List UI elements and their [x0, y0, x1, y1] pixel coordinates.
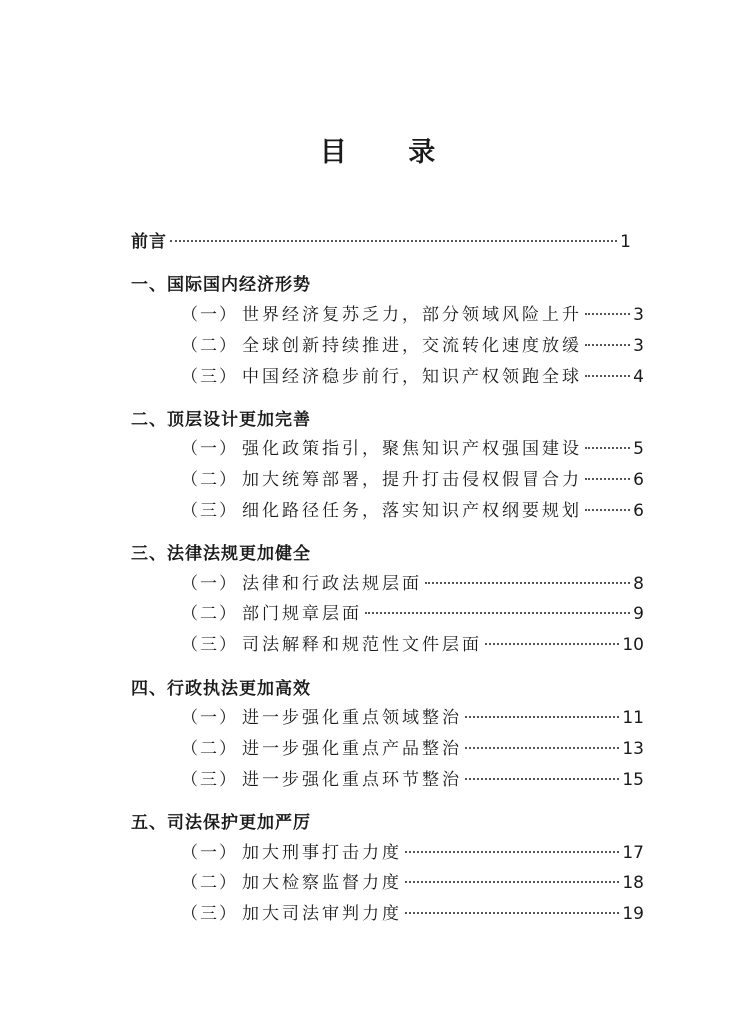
toc-entry-number: （一） [181, 574, 238, 594]
toc-page-number: 19 [622, 904, 644, 924]
toc-entry-label: 加大刑事打击力度 [242, 843, 402, 863]
dot-leader [425, 582, 630, 584]
toc-entry-preface[interactable] [131, 230, 631, 254]
toc-entry-label: 加大统筹部署，提升打击侵权假冒合力 [242, 470, 582, 490]
dot-leader [585, 447, 630, 449]
toc-entry[interactable] [181, 871, 644, 895]
toc-entry[interactable] [181, 706, 644, 730]
toc-entry-number: （三） [181, 367, 238, 387]
toc-section-heading[interactable]: 三、法律法规更加健全 [131, 544, 311, 564]
toc-entry-number: （二） [181, 873, 238, 893]
dot-leader [585, 509, 630, 511]
toc-entry-label: 进一步强化重点产品整治 [242, 739, 462, 759]
toc-entry[interactable] [181, 737, 644, 761]
toc-entry-label: 部门规章层面 [242, 604, 362, 624]
dot-leader [405, 881, 619, 883]
toc-entry-number: （二） [181, 739, 238, 759]
toc-page-number: 11 [622, 708, 644, 728]
toc-entry-label: 司法解释和规范性文件层面 [242, 635, 482, 655]
toc-entry-label: 前言 [131, 232, 167, 252]
toc-page-number: 5 [633, 439, 644, 459]
toc-entry-number: （三） [181, 770, 238, 790]
toc-entry-label: 细化路径任务，落实知识产权纲要规划 [242, 501, 582, 521]
toc-page-number: 1 [620, 232, 631, 252]
toc-entry[interactable] [181, 468, 644, 492]
toc-page-number: 9 [633, 604, 644, 624]
toc-page-number: 4 [633, 367, 644, 387]
toc-page-number: 18 [622, 873, 644, 893]
toc-entry-label: 进一步强化重点领域整治 [242, 708, 462, 728]
toc-page-number: 8 [633, 574, 644, 594]
toc-entry[interactable] [181, 303, 644, 327]
toc-entry-label: 强化政策指引，聚焦知识产权强国建设 [242, 439, 582, 459]
toc-page-number: 6 [633, 470, 644, 490]
dot-leader [585, 478, 630, 480]
toc-title: 目 录 [319, 137, 462, 168]
dot-leader [365, 612, 630, 614]
toc-entry[interactable] [181, 334, 644, 358]
toc-entry-number: （二） [181, 470, 238, 490]
toc-entry-label: 中国经济稳步前行，知识产权领跑全球 [242, 367, 582, 387]
toc-entry-label: 世界经济复苏乏力，部分领域风险上升 [242, 305, 582, 325]
toc-entry[interactable] [181, 499, 644, 523]
toc-page-number: 17 [622, 843, 644, 863]
dot-leader [585, 344, 630, 346]
toc-entry-number: （三） [181, 501, 238, 521]
toc-entry-label: 加大司法审判力度 [242, 904, 402, 924]
toc-page-number: 15 [622, 770, 644, 790]
toc-page-number: 13 [622, 739, 644, 759]
toc-page-number: 6 [633, 501, 644, 521]
dot-leader [585, 313, 630, 315]
dot-leader [170, 240, 617, 242]
toc-entry-label: 全球创新持续推进，交流转化速度放缓 [242, 336, 582, 356]
toc-entry-number: （三） [181, 635, 238, 655]
toc-entry-number: （一） [181, 305, 238, 325]
toc-entry[interactable] [181, 768, 644, 792]
toc-entry-number: （二） [181, 336, 238, 356]
dot-leader [485, 643, 619, 645]
toc-entry[interactable] [181, 365, 644, 389]
toc-entry[interactable] [181, 602, 644, 626]
toc-entry[interactable] [181, 633, 644, 657]
toc-entry-number: （一） [181, 843, 238, 863]
toc-entry-label: 法律和行政法规层面 [242, 574, 422, 594]
toc-section-heading[interactable]: 一、国际国内经济形势 [131, 275, 311, 295]
toc-entry-label: 加大检察监督力度 [242, 873, 402, 893]
toc-section-heading[interactable]: 二、顶层设计更加完善 [131, 410, 311, 430]
dot-leader [465, 747, 619, 749]
toc-page-number: 3 [633, 305, 644, 325]
toc-entry-number: （三） [181, 904, 238, 924]
toc-page-number: 10 [622, 635, 644, 655]
toc-section-heading[interactable]: 五、司法保护更加严厉 [131, 813, 311, 833]
dot-leader [465, 716, 619, 718]
dot-leader [465, 778, 619, 780]
toc-entry-label: 进一步强化重点环节整治 [242, 770, 462, 790]
toc-page-number: 3 [633, 336, 644, 356]
toc-entry-number: （二） [181, 604, 238, 624]
toc-entry-number: （一） [181, 439, 238, 459]
dot-leader [585, 375, 630, 377]
toc-entry[interactable] [181, 902, 644, 926]
toc-entry-number: （一） [181, 708, 238, 728]
toc-entry[interactable] [181, 841, 644, 865]
dot-leader [405, 851, 619, 853]
toc-entry[interactable] [181, 572, 644, 596]
toc-entry[interactable] [181, 437, 644, 461]
toc-section-heading[interactable]: 四、行政执法更加高效 [131, 679, 311, 699]
dot-leader [405, 912, 619, 914]
